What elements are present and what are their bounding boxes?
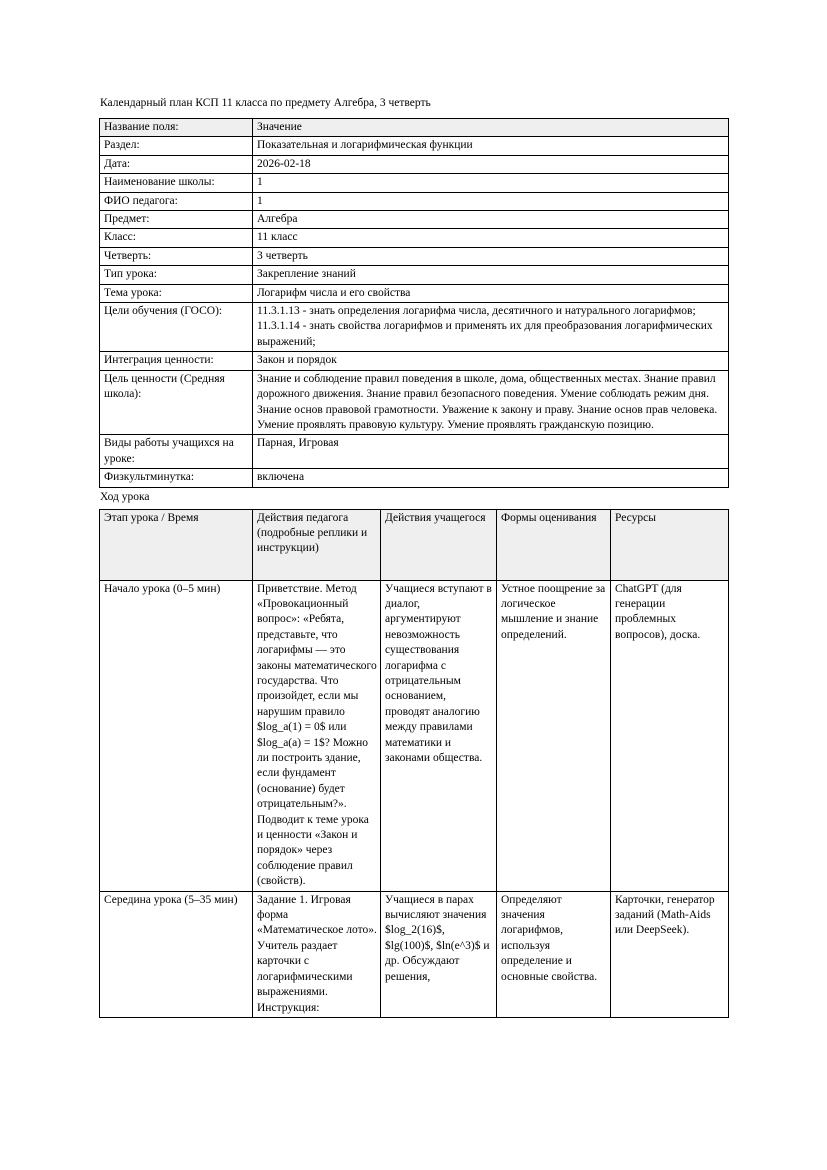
info-header-value: Значение bbox=[253, 119, 729, 137]
table-row bbox=[100, 137, 729, 155]
info-row-label: Наименование школы: bbox=[100, 174, 253, 192]
flow-cell-teacher: Приветствие. Метод «Провокационный вопрос»: «Ребята, представьте, что логарифмы — это законы математического государства. Что произойдет, если мы нарушим правило $log_a(1) = 0$ или $log_a(a) = 1$? Можно ли построить здание, если фундамент (основание) будет отрицательным?». Подводит к теме урока и ценности «Закон и порядок» через соблюдение правил (свойств). bbox=[253, 580, 381, 891]
flow-header-resources: Ресурсы bbox=[611, 509, 729, 580]
info-row-label: Предмет: bbox=[100, 211, 253, 229]
table-row bbox=[100, 284, 729, 302]
info-row-value: Алгебра bbox=[253, 211, 729, 229]
flow-cell-assessment: Устное поощрение за логическое мышление и знание определений. bbox=[497, 580, 611, 891]
table-row bbox=[100, 192, 729, 210]
lesson-info-table bbox=[99, 118, 729, 488]
flow-header-assessment: Формы оценивания bbox=[497, 509, 611, 580]
table-row bbox=[100, 891, 729, 1017]
info-row-label: Цели обучения (ГОСО): bbox=[100, 303, 253, 352]
info-row-label: Раздел: bbox=[100, 137, 253, 155]
info-row-value: Логарифм числа и его свойства bbox=[253, 284, 729, 302]
flow-table-header-row bbox=[100, 509, 729, 580]
info-row-value: Знание и соблюдение правил поведения в школе, дома, общественных местах. Знание правил дорожного движения. Знание правил безопасного поведения. Умение соблюдать режим дня. Знание основ правовой грамотности. Уважение к закону и праву. Знание основ прав человека. Умение проявлять правовую культуру. Умение проявлять гражданскую позицию. bbox=[253, 370, 729, 435]
info-row-value: 2026-02-18 bbox=[253, 155, 729, 173]
table-row bbox=[100, 435, 729, 469]
info-row-label: ФИО педагога: bbox=[100, 192, 253, 210]
info-table-header-row bbox=[100, 119, 729, 137]
table-row bbox=[100, 247, 729, 265]
info-row-value: Показательная и логарифмическая функции bbox=[253, 137, 729, 155]
table-row bbox=[100, 370, 729, 435]
info-row-label: Класс: bbox=[100, 229, 253, 247]
flow-cell-resources: Карточки, генератор заданий (Math-Aids или DeepSeek). bbox=[611, 891, 729, 1017]
info-row-value: включена bbox=[253, 469, 729, 487]
info-row-label: Виды работы учащихся на уроке: bbox=[100, 435, 253, 469]
info-row-value: 3 четверть bbox=[253, 247, 729, 265]
flow-cell-assessment: Определяют значения логарифмов, используя определение и основные свойства. bbox=[497, 891, 611, 1017]
flow-table-body bbox=[100, 580, 729, 1017]
info-row-value: 1 bbox=[253, 174, 729, 192]
table-row bbox=[100, 174, 729, 192]
info-row-label: Физкультминутка: bbox=[100, 469, 253, 487]
flow-cell-student: Учащиеся в парах вычисляют значения $log_2(16)$, $lg(100)$, $ln(e^3)$ и др. Обсуждают решения, bbox=[381, 891, 497, 1017]
flow-header-stage: Этап урока / Время bbox=[100, 509, 253, 580]
info-row-label: Интеграция ценности: bbox=[100, 352, 253, 370]
table-row bbox=[100, 229, 729, 247]
info-table-body bbox=[100, 137, 729, 487]
table-row bbox=[100, 155, 729, 173]
info-row-value: 11.3.1.13 - знать определения логарифма числа, десятичного и натурального логарифмов; 11.3.1.14 - знать свойства логарифмов и применять их для преобразования логарифмических выражений; bbox=[253, 303, 729, 352]
flow-cell-stage: Начало урока (0–5 мин) bbox=[100, 580, 253, 891]
table-row bbox=[100, 266, 729, 284]
flow-header-teacher: Действия педагога (подробные реплики и инструкции) bbox=[253, 509, 381, 580]
info-row-label: Четверть: bbox=[100, 247, 253, 265]
info-row-label: Тип урока: bbox=[100, 266, 253, 284]
info-row-value: Закон и порядок bbox=[253, 352, 729, 370]
table-row bbox=[100, 303, 729, 352]
info-row-value: Парная, Игровая bbox=[253, 435, 729, 469]
info-row-label: Тема урока: bbox=[100, 284, 253, 302]
info-header-field: Название поля: bbox=[100, 119, 253, 137]
info-row-value: 11 класс bbox=[253, 229, 729, 247]
info-row-value: 1 bbox=[253, 192, 729, 210]
flow-cell-stage: Середина урока (5–35 мин) bbox=[100, 891, 253, 1017]
page-title: Календарный план КСП 11 класса по предмету Алгебра, 3 четверть bbox=[100, 97, 431, 109]
page-content bbox=[99, 96, 728, 1018]
table-row bbox=[100, 469, 729, 487]
table-row bbox=[100, 352, 729, 370]
table-row bbox=[100, 580, 729, 891]
info-row-label: Дата: bbox=[100, 155, 253, 173]
flow-cell-teacher: Задание 1. Игровая форма «Математическое лото». Учитель раздает карточки с логарифмическими выражениями. Инструкция: bbox=[253, 891, 381, 1017]
lesson-flow-table bbox=[99, 509, 729, 1018]
flow-cell-resources: ChatGPT (для генерации проблемных вопросов), доска. bbox=[611, 580, 729, 891]
flow-header-student: Действия учащегося bbox=[381, 509, 497, 580]
table-row bbox=[100, 211, 729, 229]
flow-cell-student: Учащиеся вступают в диалог, аргументируют невозможность существования логарифма с отрицательным основанием, проводят аналогию между правилами математики и законами общества. bbox=[381, 580, 497, 891]
lesson-flow-heading: Ход урока bbox=[100, 490, 150, 503]
info-row-value: Закрепление знаний bbox=[253, 266, 729, 284]
info-row-label: Цель ценности (Средняя школа): bbox=[100, 370, 253, 435]
